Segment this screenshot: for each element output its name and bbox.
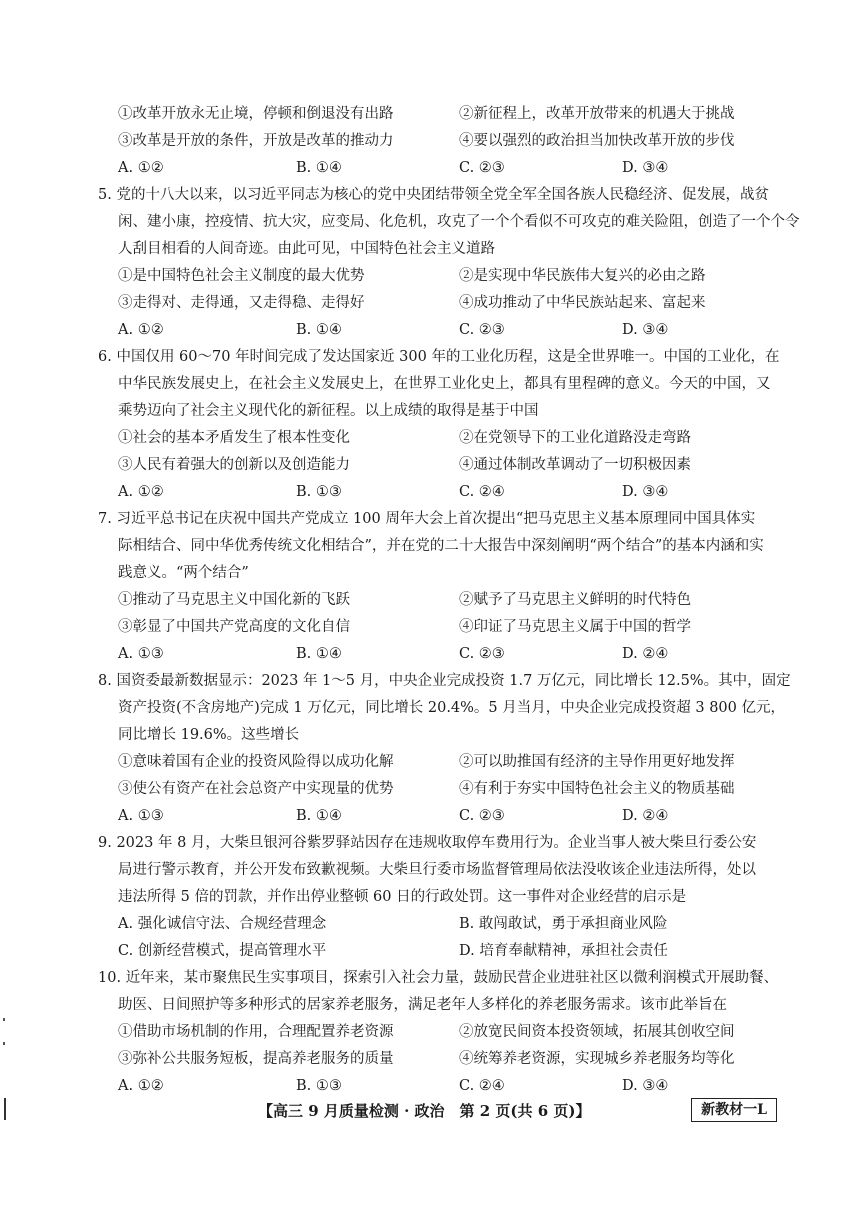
q9-option-d: D. 培育奉献精神，承担社会责任: [459, 943, 668, 959]
q8-option-3: ③使公有资产在社会总资产中实现量的优势: [118, 781, 394, 797]
q10-choice-a: A. ①②: [118, 1078, 164, 1094]
q5-option-3: ③走得对、走得通，又走得稳、走得好: [118, 295, 365, 311]
footer-page-info: 【高三 9 月质量检测 · 政治 第 2 页(共 6 页)】: [258, 1102, 591, 1120]
q4-choice-d: D. ③④: [622, 160, 669, 176]
q10-option-2: ②放宽民间资本投资领域，拓展其创收空间: [459, 1024, 735, 1040]
q6-option-1: ①社会的基本矛盾发生了根本性变化: [118, 430, 350, 446]
q6-stem-line-1: 6. 中国仅用 60～70 年时间完成了发达国家近 300 年的工业化历程，这是全世界唯一。中国的工业化，在: [98, 349, 780, 365]
edition-badge: 新教材一L: [691, 1098, 777, 1122]
q10-choice-d: D. ③④: [622, 1078, 669, 1094]
q7-choice-d: D. ②④: [622, 646, 669, 662]
page-footer: [0, 1100, 868, 1124]
q5-choice-a: A. ①②: [118, 322, 164, 338]
q8-stem-line-3: 同比增长 19.6%。这些增长: [118, 727, 300, 743]
q5-choice-c: C. ②③: [459, 322, 505, 338]
q7-choice-c: C. ②③: [459, 646, 505, 662]
q7-choice-b: B. ①④: [296, 646, 342, 662]
q8-stem-line-2: 资产投资(不含房地产)完成 1 万亿元，同比增长 20.4%。5 月当月，中央企业完成投资超 3 800 亿元，: [118, 700, 785, 716]
scan-speck: [3, 1018, 5, 1021]
q6-choice-c: C. ②④: [459, 484, 505, 500]
scan-speck: [3, 1042, 5, 1045]
q4-option-2: ②新征程上，改革开放带来的机遇大于挑战: [459, 106, 735, 122]
q9-stem-line-2: 局进行警示教育，并公开发布致歉视频。大柴旦行委市场监督管理局依法没收该企业违法所得，处以: [118, 862, 756, 878]
q8-choice-c: C. ②③: [459, 808, 505, 824]
q7-option-1: ①推动了马克思主义中国化新的飞跃: [118, 592, 350, 608]
q7-stem-line-2: 际相结合、同中华优秀传统文化相结合”，并在党的二十大报告中深刻阐明“两个结合”的基本内涵和实: [118, 538, 764, 554]
q8-choice-b: B. ①④: [296, 808, 342, 824]
q4-choice-c: C. ②③: [459, 160, 505, 176]
q9-option-a: A. 强化诚信守法、合规经营理念: [118, 916, 327, 932]
q8-stem-line-1: 8. 国资委最新数据显示：2023 年 1～5 月，中央企业完成投资 1.7 万亿元，同比增长 12.5%。其中，固定: [98, 673, 791, 689]
q5-option-1: ①是中国特色社会主义制度的最大优势: [118, 268, 365, 284]
q8-choice-a: A. ①③: [118, 808, 164, 824]
q5-stem-line-1: 5. 党的十八大以来，以习近平同志为核心的党中央团结带领全党全军全国各族人民稳经济、促发展，战贫: [98, 187, 769, 203]
q4-option-4: ④要以强烈的政治担当加快改革开放的步伐: [459, 133, 735, 149]
q5-stem-line-2: 闲、建小康，控疫情、抗大灾，应变局、化危机，攻克了一个个看似不可攻克的难关险阻，创造了一个个令: [118, 214, 800, 230]
q9-stem-line-3: 违法所得 5 倍的罚款，并作出停业整顿 60 日的行政处罚。这一事件对企业经营的启示是: [118, 889, 687, 905]
q8-option-2: ②可以助推国有经济的主导作用更好地发挥: [459, 754, 735, 770]
q4-choice-b: B. ①④: [296, 160, 342, 176]
q10-option-1: ①借助市场机制的作用，合理配置养老资源: [118, 1024, 394, 1040]
q6-option-2: ②在党领导下的工业化道路没走弯路: [459, 430, 691, 446]
q6-choice-a: A. ①②: [118, 484, 164, 500]
q5-option-4: ④成功推动了中华民族站起来、富起来: [459, 295, 706, 311]
q7-stem-line-1: 7. 习近平总书记在庆祝中国共产党成立 100 周年大会上首次提出“把马克思主义基本原理同中国具体实: [98, 511, 756, 527]
q8-option-1: ①意味着国有企业的投资风险得以成功化解: [118, 754, 394, 770]
q7-option-3: ③彰显了中国共产党高度的文化自信: [118, 619, 350, 635]
q4-choice-a: A. ①②: [118, 160, 164, 176]
q5-option-2: ②是实现中华民族伟大复兴的必由之路: [459, 268, 706, 284]
q6-stem-line-2: 中华民族发展史上，在社会主义发展史上，在世界工业化史上，都具有里程碑的意义。今天的中国，又: [118, 376, 771, 392]
q6-option-3: ③人民有着强大的创新以及创造能力: [118, 457, 350, 473]
q8-option-4: ④有利于夯实中国特色社会主义的物质基础: [459, 781, 735, 797]
q6-choice-b: B. ①③: [296, 484, 342, 500]
q7-stem-line-3: 践意义。“两个结合”: [118, 565, 249, 581]
q7-option-4: ④印证了马克思主义属于中国的哲学: [459, 619, 691, 635]
q8-choice-d: D. ②④: [622, 808, 669, 824]
q4-option-3: ③改革是开放的条件，开放是改革的推动力: [118, 133, 394, 149]
q6-option-4: ④通过体制改革调动了一切积极因素: [459, 457, 691, 473]
q7-choice-a: A. ①③: [118, 646, 164, 662]
q10-stem-line-2: 助医、日间照护等多种形式的居家养老服务，满足老年人多样化的养老服务需求。该市此举旨在: [118, 997, 727, 1013]
q10-option-3: ③弥补公共服务短板，提高养老服务的质量: [118, 1051, 394, 1067]
q7-option-2: ②赋予了马克思主义鲜明的时代特色: [459, 592, 691, 608]
q9-option-b: B. 敢闯敢试，勇于承担商业风险: [459, 916, 668, 932]
scan-edge-mark: [4, 1098, 6, 1120]
q5-stem-line-3: 人刮目相看的人间奇迹。由此可见，中国特色社会主义道路: [118, 241, 495, 257]
q4-option-1: ①改革开放永无止境，停顿和倒退没有出路: [118, 106, 394, 122]
q10-choice-b: B. ①③: [296, 1078, 342, 1094]
q5-choice-b: B. ①④: [296, 322, 342, 338]
q10-option-4: ④统筹养老资源，实现城乡养老服务均等化: [459, 1051, 735, 1067]
q9-stem-line-1: 9. 2023 年 8 月，大柴旦银河谷紫罗驿站因存在违规收取停车费用行为。企业当事人被大柴旦行委公安: [98, 835, 757, 851]
q6-stem-line-3: 乘势迈向了社会主义现代化的新征程。以上成绩的取得是基于中国: [118, 403, 539, 419]
q9-option-c: C. 创新经营模式，提高管理水平: [118, 943, 327, 959]
q5-choice-d: D. ③④: [622, 322, 669, 338]
q10-stem-line-1: 10. 近年来，某市聚焦民生实事项目，探索引入社会力量，鼓励民营企业进驻社区以微利润模式开展助餐、: [98, 970, 779, 986]
q10-choice-c: C. ②④: [459, 1078, 505, 1094]
q6-choice-d: D. ③④: [622, 484, 669, 500]
